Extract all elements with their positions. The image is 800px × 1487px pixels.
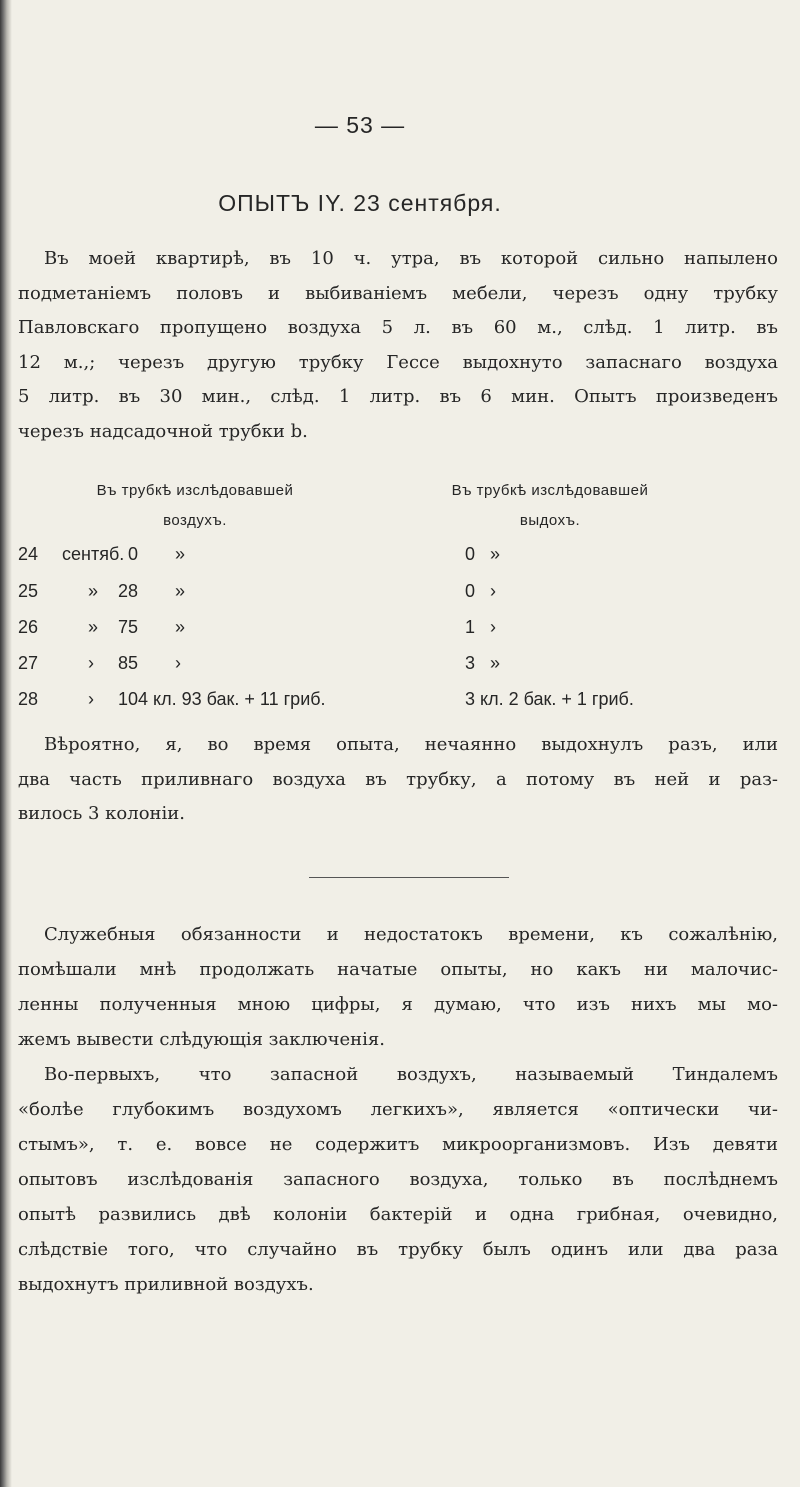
row-ditto-mark: » <box>490 653 501 673</box>
row-month: сентяб. <box>62 544 125 564</box>
row-ditto-mark: » <box>175 544 186 564</box>
page-number: — 53 — <box>314 112 406 138</box>
experiment-title: ОПЫТЪ IY. 23 сентября. <box>218 190 502 216</box>
section-divider <box>309 877 509 878</box>
row-date: 28 <box>18 689 39 709</box>
text-line: вилось 3 колоніи. <box>18 803 186 825</box>
text-line: два часть приливнаго воздуха въ трубку, а потому въ ней и раз- <box>18 768 778 790</box>
row-air-count: 28 <box>118 581 139 601</box>
row-air-count: 75 <box>118 617 139 637</box>
intro-paragraph <box>18 242 778 450</box>
row-breath-count: 3 кл. 2 бак. + 1 гриб. <box>465 689 634 709</box>
row-date: 24 <box>18 544 39 564</box>
row-air-count: 85 <box>118 653 139 673</box>
conclusion-paragraph <box>18 728 778 832</box>
row-breath-count: 0 <box>465 581 476 601</box>
text-line: стымъ», т. е. вовсе не содержитъ микроорганизмовъ. Изъ девяти <box>18 1134 778 1155</box>
text-line: Вѣроятно, я, во время опыта, нечаянно выдохнулъ разъ, или <box>44 734 778 755</box>
text-line: слѣдствіе того, что случайно въ трубку былъ одинъ или два раза <box>18 1239 778 1260</box>
row-date: 26 <box>18 617 39 637</box>
header-line: Въ трубкѣ изслѣдовавшей <box>96 482 294 499</box>
table-row <box>0 538 800 570</box>
table-row <box>0 683 800 715</box>
table-row <box>0 647 800 679</box>
page-binding-edge <box>0 0 12 1487</box>
header-line: Въ трубкѣ изслѣдовавшей <box>451 482 649 499</box>
row-ditto-mark: » <box>175 617 186 637</box>
row-ditto-mark: › <box>88 689 94 709</box>
table-row <box>0 611 800 643</box>
text-line: черезъ надсадочной трубки b. <box>18 420 308 442</box>
text-line: опытѣ развились двѣ колоніи бактерій и одна грибная, очевидно, <box>18 1204 778 1225</box>
text-line: Служебныя обязанности и недостатокъ времени, къ сожалѣнію, <box>44 924 778 945</box>
text-line: Павловскаго пропущено воздуха 5 л. въ 60 м., слѣд. 1 литр. въ <box>18 317 778 339</box>
row-ditto-mark: » <box>175 581 186 601</box>
row-air-count: 0 <box>128 544 139 564</box>
text-line: Въ моей квартирѣ, въ 10 ч. утра, въ которой сильно напылено <box>44 248 778 269</box>
row-breath-count: 1 <box>465 617 476 637</box>
row-breath-count: 3 <box>465 653 476 673</box>
text-line: 5 литр. въ 30 мин., слѣд. 1 литр. въ 6 мин. Опытъ произведенъ <box>18 386 778 408</box>
text-line: выдохнутъ приливной воздухъ. <box>18 1274 314 1295</box>
text-line: помѣшали мнѣ продолжать начатые опыты, но какъ ни малочис- <box>18 959 778 980</box>
text-line: подметаніемъ половъ и выбиваніемъ мебели, черезъ одну трубку <box>18 282 778 304</box>
text-line: опытовъ изслѣдованія запасного воздуха, только въ послѣднемъ <box>18 1169 778 1190</box>
row-date: 25 <box>18 581 39 601</box>
row-date: 27 <box>18 653 39 673</box>
text-line: ленны полученныя мною цифры, я думаю, что изъ нихъ мы мо- <box>18 994 778 1015</box>
text-line: «болѣе глубокимъ воздухомъ легкихъ», является «оптически чи- <box>18 1099 778 1120</box>
row-ditto-mark: › <box>490 581 496 601</box>
table-header-air <box>50 476 340 536</box>
text-line: 12 м.,; черезъ другую трубку Гессе выдохнуто запаснаго воздуха <box>18 351 778 373</box>
text-line: жемъ вывести слѣдующія заключенія. <box>18 1029 385 1050</box>
row-ditto-mark: » <box>88 617 99 637</box>
closing-paragraphs <box>18 917 778 1295</box>
row-ditto-mark: › <box>175 653 181 673</box>
row-ditto-mark: » <box>88 581 99 601</box>
row-air-count: 104 кл. 93 бак. + 11 гриб. <box>118 689 326 709</box>
header-line: выдохъ. <box>519 512 581 529</box>
header-line: воздухъ. <box>163 512 227 529</box>
table-header-breath <box>400 476 700 536</box>
row-breath-count: 0 <box>465 544 476 564</box>
row-ditto-mark: › <box>88 653 94 673</box>
text-line: Во-первыхъ, что запасной воздухъ, называемый Тиндалемъ <box>44 1064 778 1085</box>
row-ditto-mark: » <box>490 544 501 564</box>
table-row <box>0 575 800 607</box>
row-ditto-mark: › <box>490 617 496 637</box>
